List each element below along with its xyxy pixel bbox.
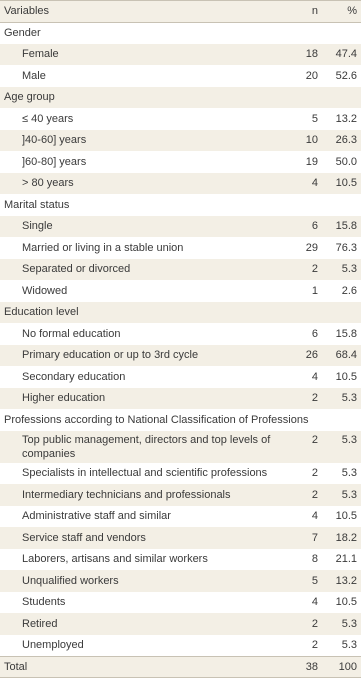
- table-row: [0, 463, 361, 485]
- row-percent: 5.3: [341, 263, 357, 276]
- row-n: 29: [305, 241, 318, 254]
- row-percent: 10.5: [335, 177, 357, 190]
- table-row: [0, 388, 361, 410]
- row-n: 6: [311, 220, 318, 233]
- section-title-row: [0, 22, 361, 44]
- table-row: [0, 431, 361, 463]
- row-percent: 52.6: [335, 69, 357, 82]
- row-label: Specialists in intellectual and scientific professions: [22, 467, 268, 480]
- table-row: [0, 549, 361, 571]
- table-row: [0, 259, 361, 281]
- table-row: [0, 173, 361, 195]
- row-n: 19: [305, 155, 318, 168]
- row-percent: 5.3: [341, 467, 357, 480]
- row-label: Higher education: [22, 392, 106, 405]
- section-title-row: [0, 87, 361, 109]
- table-row: [0, 527, 361, 549]
- table-row: [0, 216, 361, 238]
- row-label: Students: [22, 596, 66, 609]
- row-n: 7: [311, 531, 318, 544]
- row-percent: 5.3: [341, 433, 357, 446]
- row-n: 6: [311, 327, 318, 340]
- row-n: 2: [311, 617, 318, 630]
- row-label: Laborers, artisans and similar workers: [22, 553, 208, 566]
- row-percent: 5.3: [341, 617, 357, 630]
- table-row: [0, 151, 361, 173]
- section-title-marital: Marital status: [4, 198, 70, 211]
- table-header-row: [0, 1, 361, 23]
- row-n: 2: [311, 467, 318, 480]
- total-label: Total: [4, 660, 28, 673]
- table-row: [0, 506, 361, 528]
- table-row: [0, 635, 361, 657]
- row-label: Primary education or up to 3rd cycle: [22, 349, 199, 362]
- section-title-professions: Professions according to National Classification of Professions: [4, 413, 309, 426]
- row-label: ]40-60] years: [22, 134, 87, 147]
- table-row: [0, 570, 361, 592]
- section-title-row: [0, 302, 361, 324]
- row-n: 20: [305, 69, 318, 82]
- row-n: 8: [311, 553, 318, 566]
- row-label: ]60-80] years: [22, 155, 87, 168]
- row-n: 5: [311, 112, 318, 125]
- total-percent: 100: [338, 660, 357, 673]
- section-title-age: Age group: [4, 91, 55, 104]
- row-n: 4: [311, 596, 318, 609]
- row-label: ≤ 40 years: [22, 112, 74, 125]
- row-percent: 13.2: [335, 112, 357, 125]
- row-n: 2: [311, 263, 318, 276]
- row-n: 4: [311, 510, 318, 523]
- table-row: [0, 44, 361, 66]
- row-label: Female: [22, 48, 59, 61]
- row-n: 4: [311, 370, 318, 383]
- row-label: No formal education: [22, 327, 121, 340]
- row-n: 1: [311, 284, 318, 297]
- row-label: Top public management, directors and top levels of companies: [22, 433, 271, 460]
- row-percent: 5.3: [341, 392, 357, 405]
- row-label: Intermediary technicians and professionals: [22, 488, 231, 501]
- section-title-gender: Gender: [4, 27, 41, 39]
- row-n: 2: [311, 488, 318, 501]
- table-row: [0, 366, 361, 388]
- row-percent: 68.4: [335, 349, 357, 362]
- table-row: [0, 65, 361, 87]
- row-percent: 21.1: [335, 553, 357, 566]
- section-title-row: [0, 194, 361, 216]
- row-n: 26: [305, 349, 318, 362]
- row-n: 2: [311, 433, 318, 446]
- row-percent: 15.8: [335, 220, 357, 233]
- row-percent: 10.5: [335, 370, 357, 383]
- header-variables: Variables: [4, 5, 50, 18]
- row-percent: 2.6: [341, 284, 357, 297]
- row-label: Male: [22, 69, 46, 82]
- row-percent: 13.2: [335, 574, 357, 587]
- row-label: Service staff and vendors: [22, 531, 146, 544]
- row-n: 4: [311, 177, 318, 190]
- row-label: Married or living in a stable union: [22, 241, 184, 254]
- row-percent: 26.3: [335, 134, 357, 147]
- table-row: [0, 237, 361, 259]
- table-row: [0, 592, 361, 614]
- row-label: Widowed: [22, 284, 68, 297]
- row-label: Single: [22, 220, 53, 233]
- row-n: 10: [305, 134, 318, 147]
- row-n: 2: [311, 392, 318, 405]
- table-row: [0, 484, 361, 506]
- row-label: Administrative staff and similar: [22, 510, 171, 523]
- row-n: 2: [311, 639, 318, 651]
- header-n: n: [311, 5, 318, 18]
- total-n: 38: [305, 660, 318, 673]
- table-row: [0, 108, 361, 130]
- row-label: Secondary education: [22, 370, 126, 383]
- row-percent: 10.5: [335, 510, 357, 523]
- section-title-education: Education level: [4, 306, 79, 319]
- row-percent: 47.4: [335, 48, 357, 61]
- row-percent: 18.2: [335, 531, 357, 544]
- row-label: > 80 years: [22, 177, 74, 190]
- table-row: [0, 323, 361, 345]
- header-percent: %: [347, 5, 357, 18]
- row-percent: 15.8: [335, 327, 357, 340]
- table-row: [0, 130, 361, 152]
- section-title-row: [0, 409, 361, 431]
- row-label: Unemployed: [22, 639, 84, 651]
- row-n: 18: [305, 48, 318, 61]
- row-percent: 76.3: [335, 241, 357, 254]
- table-row: [0, 280, 361, 302]
- row-percent: 10.5: [335, 596, 357, 609]
- table-row: [0, 613, 361, 635]
- row-label: Unqualified workers: [22, 574, 119, 587]
- row-label: Retired: [22, 617, 58, 630]
- row-percent: 50.0: [335, 155, 357, 168]
- row-n: 5: [311, 574, 318, 587]
- table-row: [0, 345, 361, 367]
- total-row: [0, 656, 361, 678]
- row-label: Separated or divorced: [22, 263, 131, 276]
- row-percent: 5.3: [341, 488, 357, 501]
- row-percent: 5.3: [341, 639, 357, 651]
